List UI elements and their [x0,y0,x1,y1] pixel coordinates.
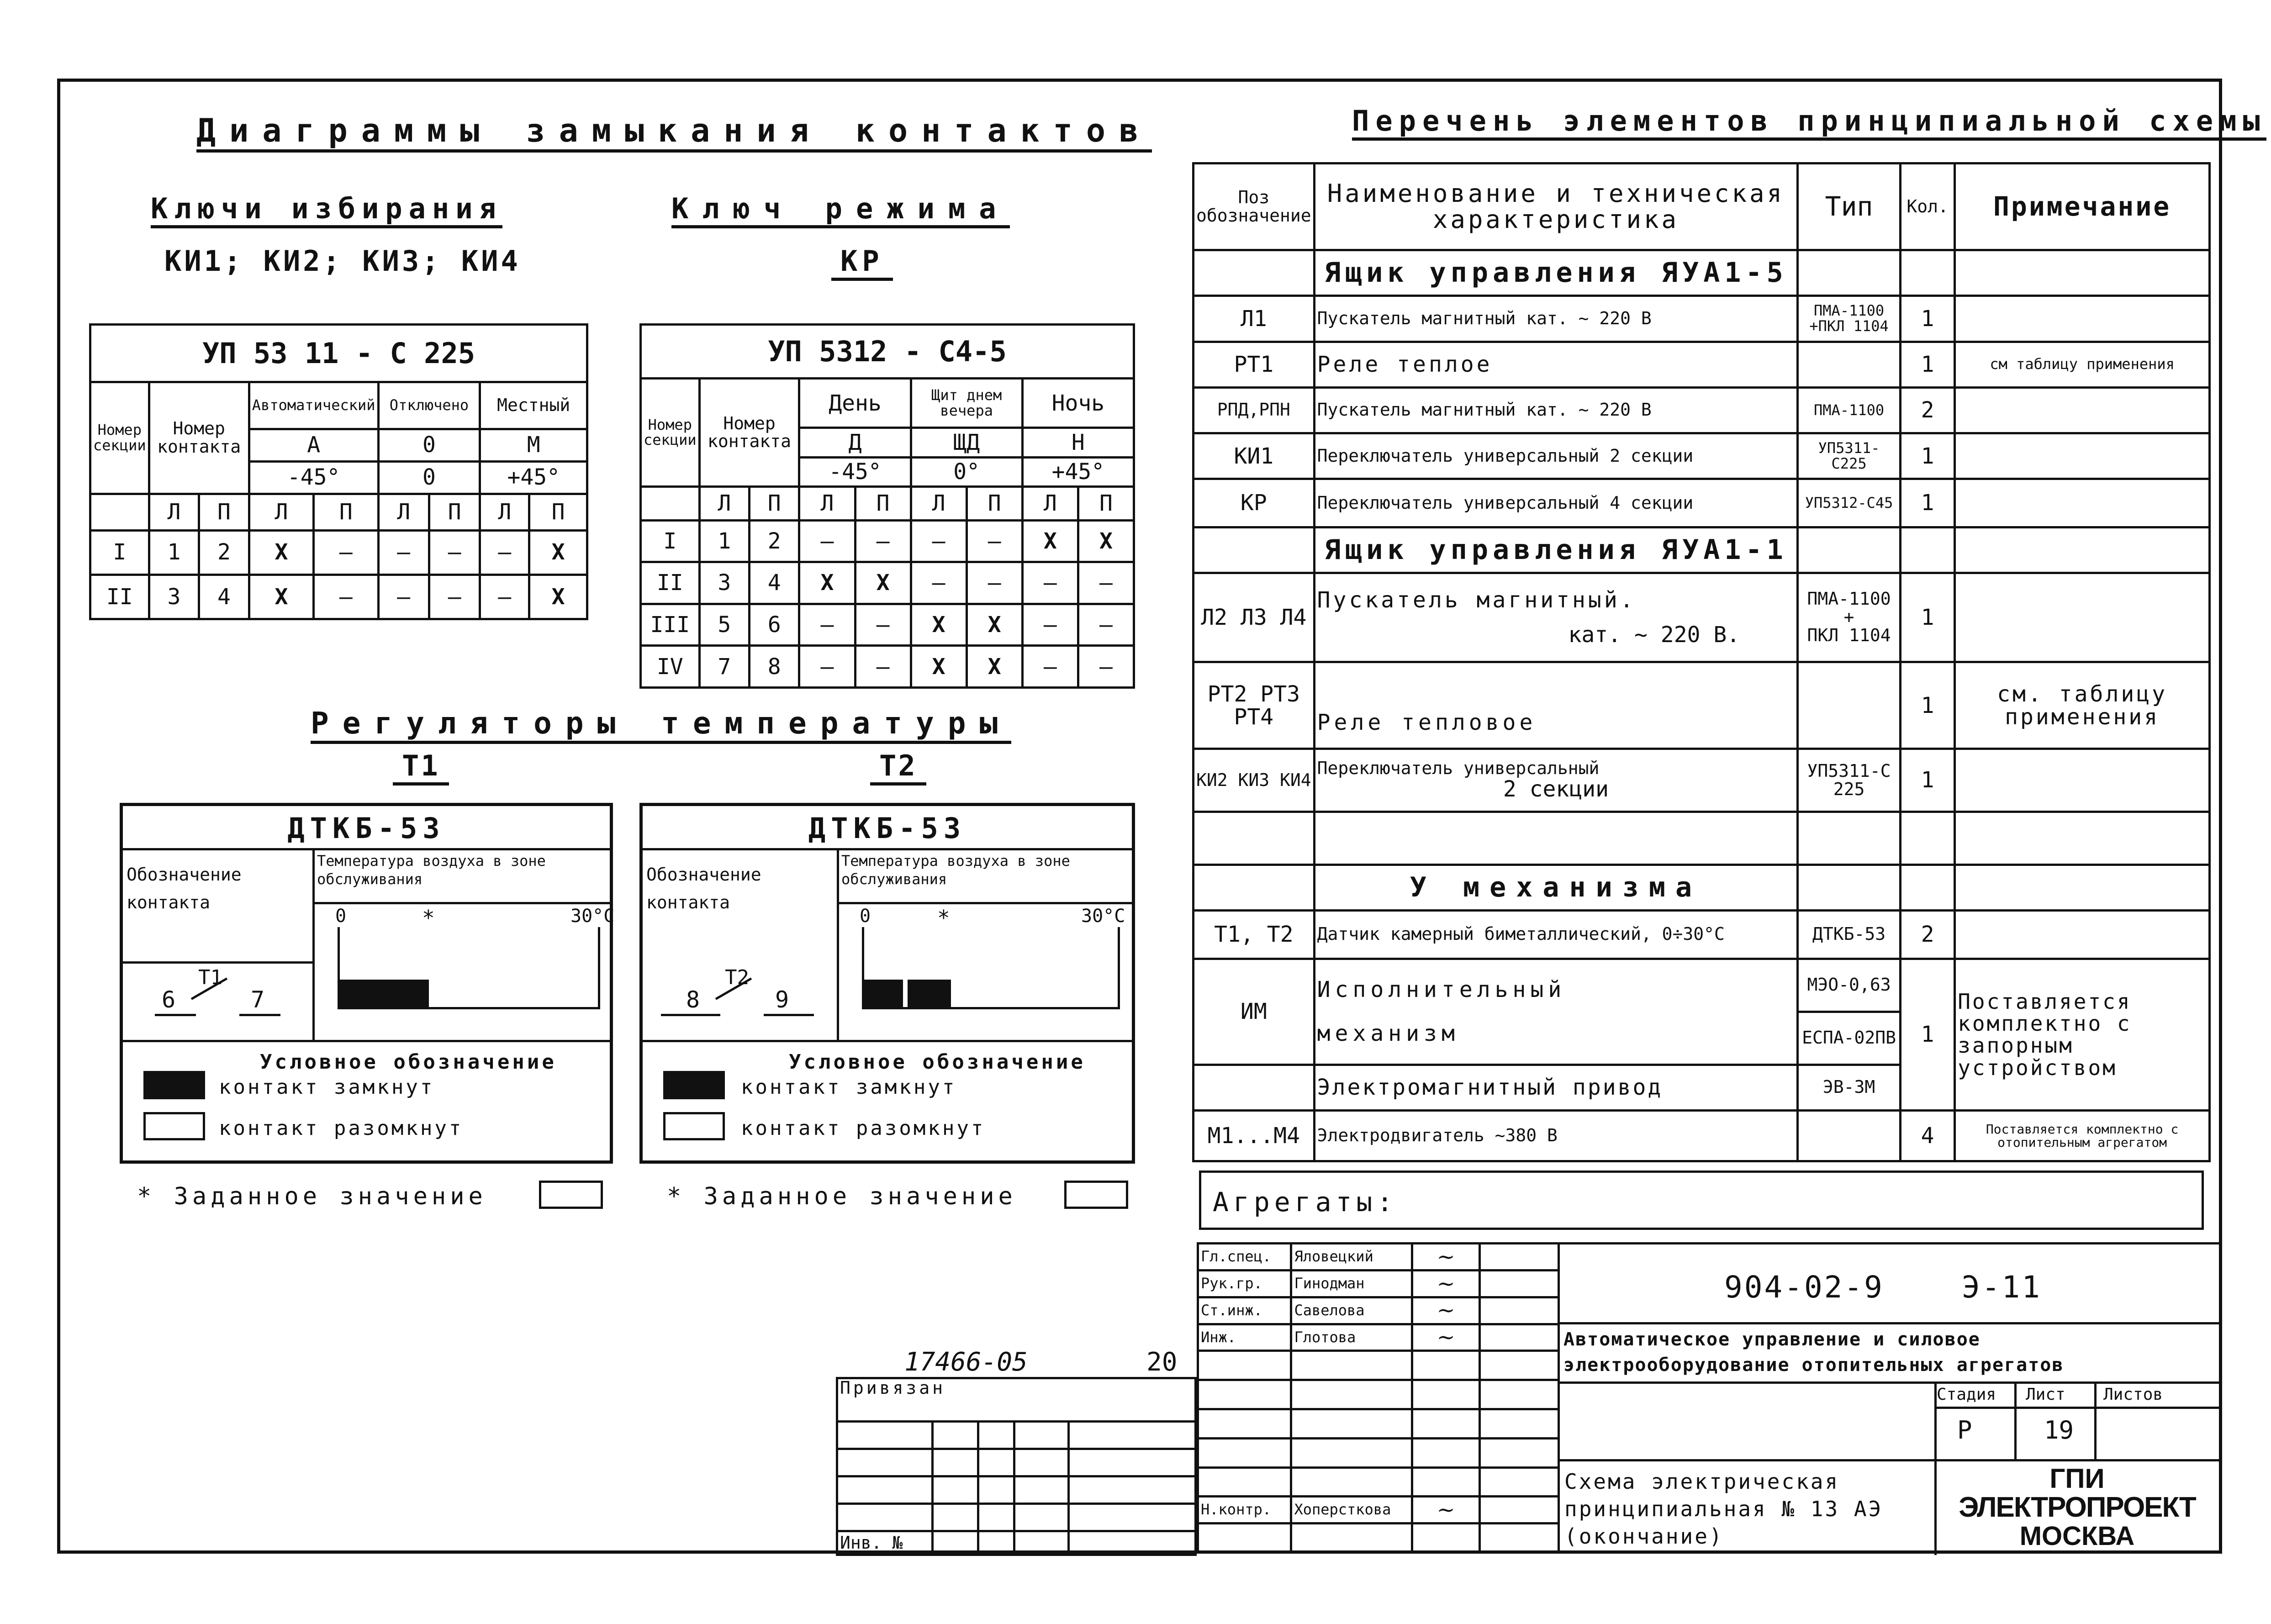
t1-lp: Л [480,494,529,530]
t2-switch-symbol [661,1014,720,1016]
thermostat-panel-t1 [120,803,613,1164]
mode-key-title: Ключ режима [671,192,1010,228]
signature: ~ [1412,1297,1480,1324]
t2-sensor-name: ДТКБ-53 [808,812,966,845]
t2-ang-d: -45° [799,457,911,487]
t2-h-shield: Щит днем вечера [911,379,1022,428]
t1-legend-open: контакт разомкнут [219,1117,464,1140]
t1-scale-30: 30°С [570,906,615,927]
t1-h-section: Номер секции [90,382,149,494]
table-row: II 3 4 X X — — — — [641,562,1134,604]
t2-legend-closed: контакт замкнут [741,1076,957,1099]
aggregates-box [1199,1171,2204,1230]
signature: ~ [1412,1270,1480,1297]
inv-label: Инв. № [837,1531,933,1555]
key-table-up5312 [639,323,1135,689]
set-value-box-1 [539,1181,603,1209]
mode-key-subtitle: КР [831,244,893,281]
t1-h-temp: Температура воздуха в зоне обслуживания [317,852,546,888]
doc-code: 904-02-9 [1724,1270,1884,1305]
t1-sensor-name: ДТКБ-53 [287,812,445,845]
section-row: Ящик управления ЯУА1-5 [1194,250,2210,296]
privyazan-table [836,1377,1197,1556]
t2-scale-30: 30°С [1081,906,1125,927]
t1-sym-o: 0 [378,429,480,461]
ref-page: 20 [1146,1347,1178,1377]
thermostat-panel-t2 [639,803,1135,1164]
t1-scale-0: 0 [335,906,347,927]
sheet-header: Лист [2026,1385,2065,1404]
table-row: II 3 4 X — — — — X [90,575,587,619]
sheets-header: Листов [2103,1385,2163,1404]
t1-ang-o: 0 [378,461,480,494]
doc-sheet-code: Э-11 [1962,1270,2042,1305]
section-row: Ящик управления ЯУА1-1 [1194,527,2210,573]
t1-lp: П [314,494,378,530]
table-row: Электромагнитный привод ЭВ-3М [1194,1065,2210,1110]
table-row: КИ2 КИ3 КИ4 Переключатель универсальный 2 секции УП5311-С 225 1 [1194,749,2210,812]
t1-h-auto: Автоматический [249,382,378,429]
t2-h-temp: Температура воздуха в зоне обслуживания [841,852,1070,888]
t1-h-contact: Обозначение контакта [127,865,242,912]
legend-closed-swatch [663,1071,725,1099]
t1-closed-bar [338,980,429,1008]
t1-legend-title: Условное обозначение [260,1050,557,1074]
t2-h-contact: Обозначение контакта [646,865,761,912]
t2-sym-d: Д [799,428,911,458]
t2-sym-n: Н [1022,428,1134,458]
table-row: Л2 Л3 Л4 Пускатель магнитный. кат. ~ 220 В. ПМА-1100 + ПКЛ 1104 1 [1194,573,2210,662]
privyazan-label: Привязан [837,1378,1196,1422]
t2-h-section: Номер секции [641,379,700,487]
selection-keys-subtitle: КИ1; КИ2; КИ3; КИ4 [164,244,521,278]
table-row: Т1, Т2 Датчик камерный биметаллический, 0÷30°С ДТКБ-53 2 [1194,911,2210,959]
table-header: Поз обозначение Наименование и техническая характеристика Тип Кол. Примечание [1194,163,2210,250]
t2-h-night: Ночь [1022,379,1134,428]
signatures-table [1197,1242,1560,1554]
table-row: Инж. Глотова ~ [1198,1324,1559,1351]
table-row: Гл.спец. Яловецкий ~ [1198,1244,1559,1271]
table-row: КР Переключатель универсальный 4 секции УП5312-С45 1 [1194,479,2210,527]
t1-switch-label: Т1 [198,966,222,989]
t1-switch-left: 6 [162,986,176,1013]
table-row: IV 7 8 — — X X — — [641,646,1134,688]
t1-lp: П [199,494,249,530]
stage-value: Р [1957,1416,1972,1445]
t2-legend-title: Условное обозначение [789,1050,1086,1074]
t2-scale-setpoint: * [937,906,950,930]
org-name-1: ГПИ [2049,1463,2105,1494]
signature: ~ [1412,1244,1480,1271]
table2-type: УП 5312 - С4-5 [641,325,1134,379]
t2-lp: П [1078,487,1134,520]
sheet-value: 19 [2044,1416,2074,1445]
table-row: Н.контр. Хоперсткова ~ [1198,1497,1559,1524]
t2-lp: Л [911,487,966,520]
t2-lp: Л [1022,487,1078,520]
t1-lp: П [529,494,587,530]
t2-closed-bar-a [864,980,903,1008]
table-row: М1...М4 Электродвигатель ~380 В 4 Поставляется комплектно с отопительным агрегатом [1194,1111,2210,1161]
contact-diagrams-title: Диаграммы замыкания контактов [196,112,1152,153]
set-value-box-2 [1064,1181,1128,1209]
table-row: РТ1 Реле теплое 1 см таблицу применения [1194,342,2210,387]
legend-open-swatch [143,1112,205,1140]
legend-open-swatch [663,1112,725,1140]
t1-legend-closed: контакт замкнут [219,1076,435,1099]
key-table-up5311 [89,323,588,620]
t2-closed-bar-b [908,980,951,1008]
table-row: I 1 2 X — — — — X [90,530,587,575]
table-row: Рук.гр. Гинодман ~ [1198,1270,1559,1297]
t1-ang-a: -45° [249,461,378,494]
table-row: Л1 Пускатель магнитный кат. ~ 220 В ПМА-1100 +ПКЛ 1104 1 [1194,296,2210,342]
table-row: ИМ Исполнительный механизм МЭО-0,63 1 Поставляется комплектно с запорным устройством [1194,959,2210,1012]
t2-sym-sh: ЩД [911,428,1022,458]
t2-h-day: День [799,379,911,428]
aggregates-label: Агрегаты: [1213,1186,1398,1218]
t2-scale-0: 0 [860,906,871,927]
t2-lp: П [750,487,799,520]
t1-sym-a: А [249,429,378,461]
table-row: III 5 6 — — X X — — [641,604,1134,646]
regulators-title: Регуляторы температуры [311,706,1011,744]
signature: ~ [1412,1324,1480,1351]
t2-lp: Л [699,487,749,520]
regulator-t2-label: Т2 [870,749,926,786]
t2-switch-left: 8 [686,986,700,1013]
selection-keys-title: Ключи избирания [151,192,502,228]
t1-lp: Л [149,494,199,530]
t2-switch-label: Т2 [725,966,749,989]
t1-lp: Л [378,494,429,530]
t1-lp: П [429,494,480,530]
t2-legend-open: контакт разомкнут [741,1117,986,1140]
t1-scale-setpoint: * [422,906,435,930]
t1-h-off: Отключено [378,382,480,429]
t2-h-contact: Номер контакта [699,379,799,487]
set-value-note-2: * Заданное значение [667,1183,1017,1210]
table-row: РПД,РПН Пускатель магнитный кат. ~ 220 В ПМА-1100 2 [1194,387,2210,433]
t1-lp: Л [249,494,313,530]
legend-closed-swatch [143,1071,205,1099]
table1-type: УП 53 11 - С 225 [90,325,587,382]
t1-switch-right: 7 [251,986,265,1013]
title-block [1558,1242,2222,1554]
elements-list-title: Перечень элементов принципиальной схемы [1352,104,2266,141]
t1-h-local: Местный [480,382,587,429]
table-row: I 1 2 — — — — X X [641,520,1134,562]
t2-ang-sh: 0° [911,457,1022,487]
table-row: РТ2 РТ3 РТ4 Реле тепловое 1 см. таблицу применения [1194,662,2210,749]
t2-lp: П [966,487,1022,520]
t2-lp: П [855,487,911,520]
t1-ang-m: +45° [480,461,587,494]
table-row: КИ1 Переключатель универсальный 2 секции УП5311-С225 1 [1194,433,2210,479]
t1-h-contact: Номер контакта [149,382,249,494]
table-row: Ст.инж. Савелова ~ [1198,1297,1559,1324]
org-name-3: МОСКВА [2019,1521,2135,1551]
section-row: У механизма [1194,865,2210,910]
ref-number: 17466-05 [904,1347,1028,1377]
t2-lp: Л [799,487,855,520]
t2-ang-n: +45° [1022,457,1134,487]
stage-header: Стадия [1937,1385,1996,1404]
t1-switch-symbol [155,1014,196,1016]
regulator-t1-label: Т1 [393,749,449,786]
t1-sym-m: М [480,429,587,461]
org-name-2: ЭЛЕКТРОПРОЕКТ [1959,1492,2196,1523]
elements-table: Поз обозначение Наименование и техническая характеристика Тип Кол. Примечание Ящик управления ЯУА1-5 Л1 Пускатель магнитный кат. ~ 220 В ПМА-1100 +ПКЛ 1104 1 РТ1 Реле теплое 1 см таблицу применения РПД,РПН Пускатель магнитный кат. ~ 220 В ПМА-1100 2 КИ1 Переключатель универсальный 2 секции УП5311-С225 1 КР Переключатель универсальный 4 секции УП5312-С45 1 Ящик управления ЯУА1-1 Л2 Л3 Л4 Пускатель магнитный. кат. ~ 220 В. ПМА-1100 + ПКЛ 1104 1 РТ2 РТ3 РТ4 Реле тепловое 1 см. таблицу применения КИ2 КИ3 КИ4 Переключатель универсальный 2 секции УП5311-С 225 1 У механизма Т1, Т2 Датчик камерный биметаллический, 0÷30°С ДТКБ-53 2 ИМ Исполнительный механизм МЭО-0,63 1 Поставляется комплектно с запорным устройством ЕСПА-02ПВ Электромагнитный привод ЭВ-3М М1...М4 Электродвигатель ~380 В 4 Поставляется комплектно с отопительным агрегатом [1192,162,2211,1162]
t2-switch-right: 9 [775,986,789,1013]
project-title: Автоматическое управление и силовое электрооборудование отопительных агрегатов [1563,1329,2064,1376]
set-value-note-1: * Заданное значение [137,1183,487,1210]
sheet-title: Схема электрическая принципиальная № 13 АЭ (окончание) [1564,1469,1883,1549]
signature: ~ [1412,1497,1480,1524]
